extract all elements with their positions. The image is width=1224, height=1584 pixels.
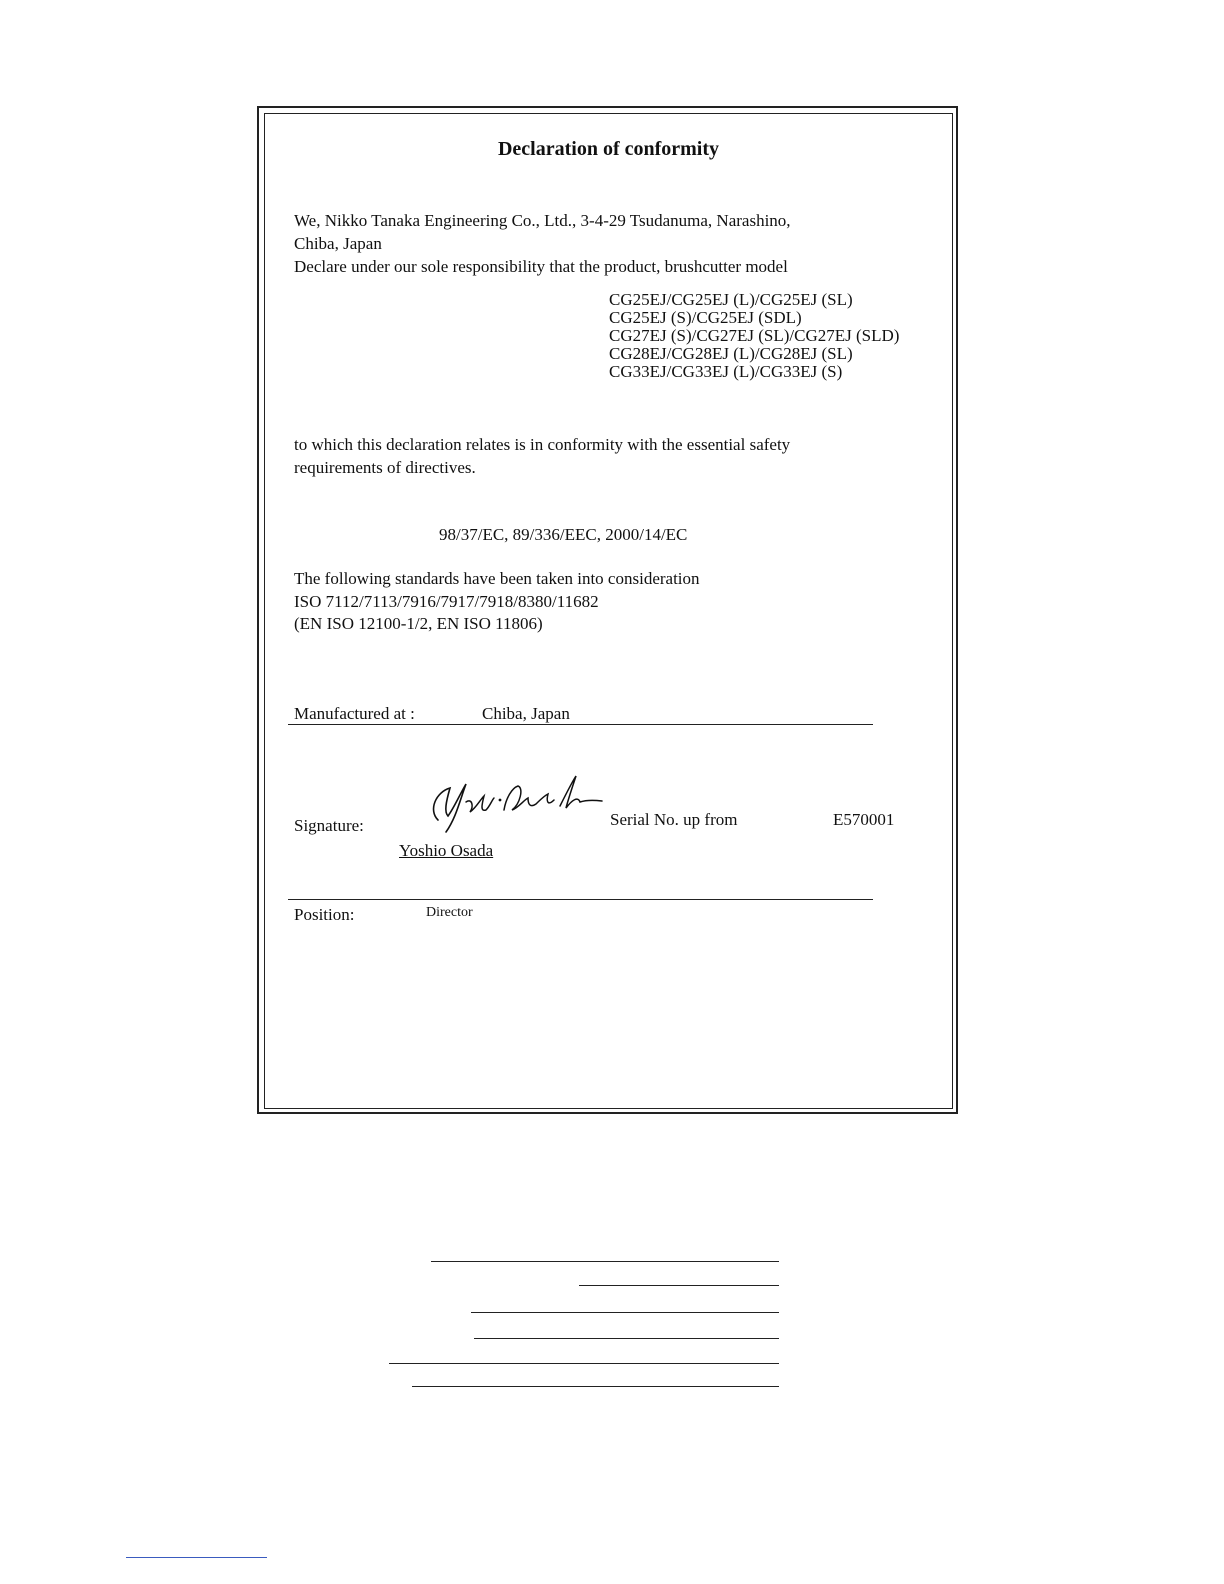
standards-line-1: The following standards have been taken into consideration — [294, 569, 700, 588]
document-title: Declaration of conformity — [497, 138, 720, 160]
model-list — [609, 291, 899, 381]
declarant-line-1: We, Nikko Tanaka Engineering Co., Ltd., 3-4-29 Tsudanuma, Narashino, — [294, 211, 791, 230]
serial-label: Serial No. up from — [610, 810, 738, 829]
position-label: Position: — [294, 905, 355, 924]
conformity-line-1: to which this declaration relates is in conformity with the essential safety — [294, 435, 791, 454]
model-line: CG25EJ (S)/CG25EJ (SDL) — [609, 308, 802, 327]
divider-line — [288, 899, 873, 900]
directives: 98/37/EC, 89/336/EEC, 2000/14/EC — [439, 525, 688, 544]
blank-line — [412, 1386, 779, 1387]
blank-line — [579, 1285, 779, 1286]
manufactured-value: Chiba, Japan — [482, 704, 570, 723]
manufactured-label: Manufactured at : — [294, 704, 415, 723]
declarant-line-3: Declare under our sole responsibility that the product, brushcutter model — [294, 257, 788, 276]
standards-line-2: ISO 7112/7113/7916/7917/7918/8380/11682 — [294, 592, 599, 611]
blank-line — [474, 1338, 779, 1339]
model-line: CG25EJ/CG25EJ (L)/CG25EJ (SL) — [609, 290, 853, 309]
blank-line — [389, 1363, 779, 1364]
signatory-name: Yoshio Osada — [399, 841, 494, 860]
divider-line — [288, 724, 873, 725]
conformity-line-2: requirements of directives. — [294, 458, 476, 477]
blank-line — [431, 1261, 779, 1262]
model-line: CG28EJ/CG28EJ (L)/CG28EJ (SL) — [609, 344, 853, 363]
model-line: CG27EJ (S)/CG27EJ (SL)/CG27EJ (SLD) — [609, 326, 900, 345]
position-value: Director — [426, 905, 473, 920]
serial-value: E570001 — [833, 810, 895, 829]
standards-line-3: (EN ISO 12100-1/2, EN ISO 11806) — [294, 614, 543, 633]
declarant-line-2: Chiba, Japan — [294, 234, 382, 253]
signature-label: Signature: — [294, 816, 364, 835]
footer-link-line — [126, 1557, 267, 1558]
model-line: CG33EJ/CG33EJ (L)/CG33EJ (S) — [609, 362, 843, 381]
blank-line — [471, 1312, 779, 1313]
handwritten-signature — [420, 770, 610, 840]
